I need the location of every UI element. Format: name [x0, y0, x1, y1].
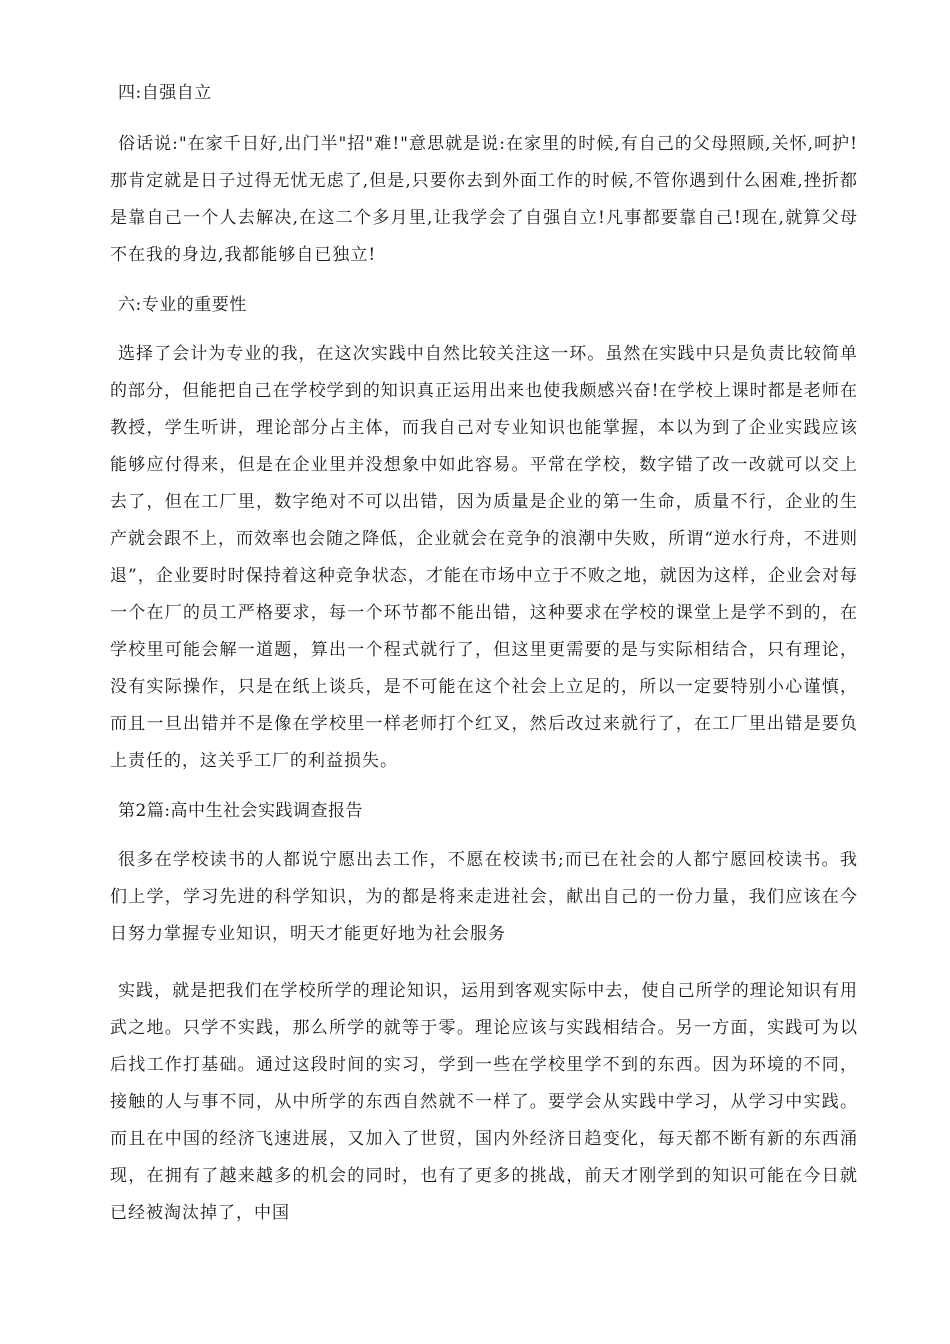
section-heading-self-reliance: 四:自强自立: [118, 83, 212, 103]
document-body: [110, 80, 858, 1232]
section-heading-major-importance: 六:专业的重要性: [118, 295, 247, 315]
paragraph-second-practice: 实践，就是把我们在学校所学的理论知识，运用到客观实际中去，使自己所学的理论知识有用武之地。只学不实践，那么所学的就等于零。理论应该与实践相结合。另一方面，实践可为以后找工作打基础。通过这段时间的实习，学到一些在学校里学不到的东西。因为环境的不同，接触的人与事不同，从中所学的东西自然就不一样了。要学会从实践中学习，从学习中实践。而且在中国的经济飞速进展，又加入了世贸，国内外经济日趋变化，每天都不断有新的东西涌现，在拥有了越来越多的机会的同时，也有了更多的挑战，前天才刚学到的知识可能在今日就已经被淘汰掉了，中国: [110, 981, 858, 1223]
paragraph-major-importance: 选择了会计为专业的我，在这次实践中自然比较关注这一环。虽然在实践中只是负责比较简单的部分，但能把自己在学校学到的知识真正运用出来也使我颇感兴奋!在学校上课时都是老师在教授，学生听讲，理论部分占主体，而我自己对专业知识也能掌握，本以为到了企业实践应该能够应付得来，但是在企业里并没想象中如此容易。平常在学校，数字错了改一改就可以交上去了，但在工厂里，数字绝对不可以出错，因为质量是企业的第一生命，质量不行，企业的生产就会跟不上，而效率也会随之降低，企业就会在竞争的浪潮中失败，所谓“逆水行舟，不进则退”，企业要时时保持着这种竞争状态，才能在市场中立于不败之地，就因为这样，企业会对每一个在厂的员工严格要求，每一个环节都不能出错，这种要求在学校的课堂上是学不到的，在学校里可能会解一道题，算出一个程式就行了，但这里更需要的是与实际相结合，只有理论，没有实际操作，只是在纸上谈兵，是不可能在这个社会上立足的，所以一定要特别小心谨慎，而且一旦出错并不是像在学校里一样老师打个红叉，然后改过来就行了，在工厂里出错是要负上责任的，这关乎工厂的利益损失。: [110, 344, 858, 771]
paragraph-second-intro: 很多在学校读书的人都说宁愿出去工作，不愿在校读书;而已在社会的人都宁愿回校读书。我们上学，学习先进的科学知识，为的都是将来走进社会，献出自己的一份力量，我们应该在今日努力掌握专业知识，明天才能更好地为社会服务: [110, 850, 858, 944]
article-heading-second: 第2篇:高中生社会实践调查报告: [118, 801, 364, 821]
paragraph-self-reliance: 俗话说:"在家千日好,出门半"招"难!"意思就是说:在家里的时候,有自己的父母照顾,关怀,呵护!那肯定就是日子过得无忧无虑了,但是,只要你去到外面工作的时候,不管你遇到什么困难,挫折都是靠自己一个人去解决,在这二个多月里,让我学会了自强自立!凡事都要靠自己!现在,就算父母不在我的身边,我都能够自已独立!: [110, 134, 858, 265]
